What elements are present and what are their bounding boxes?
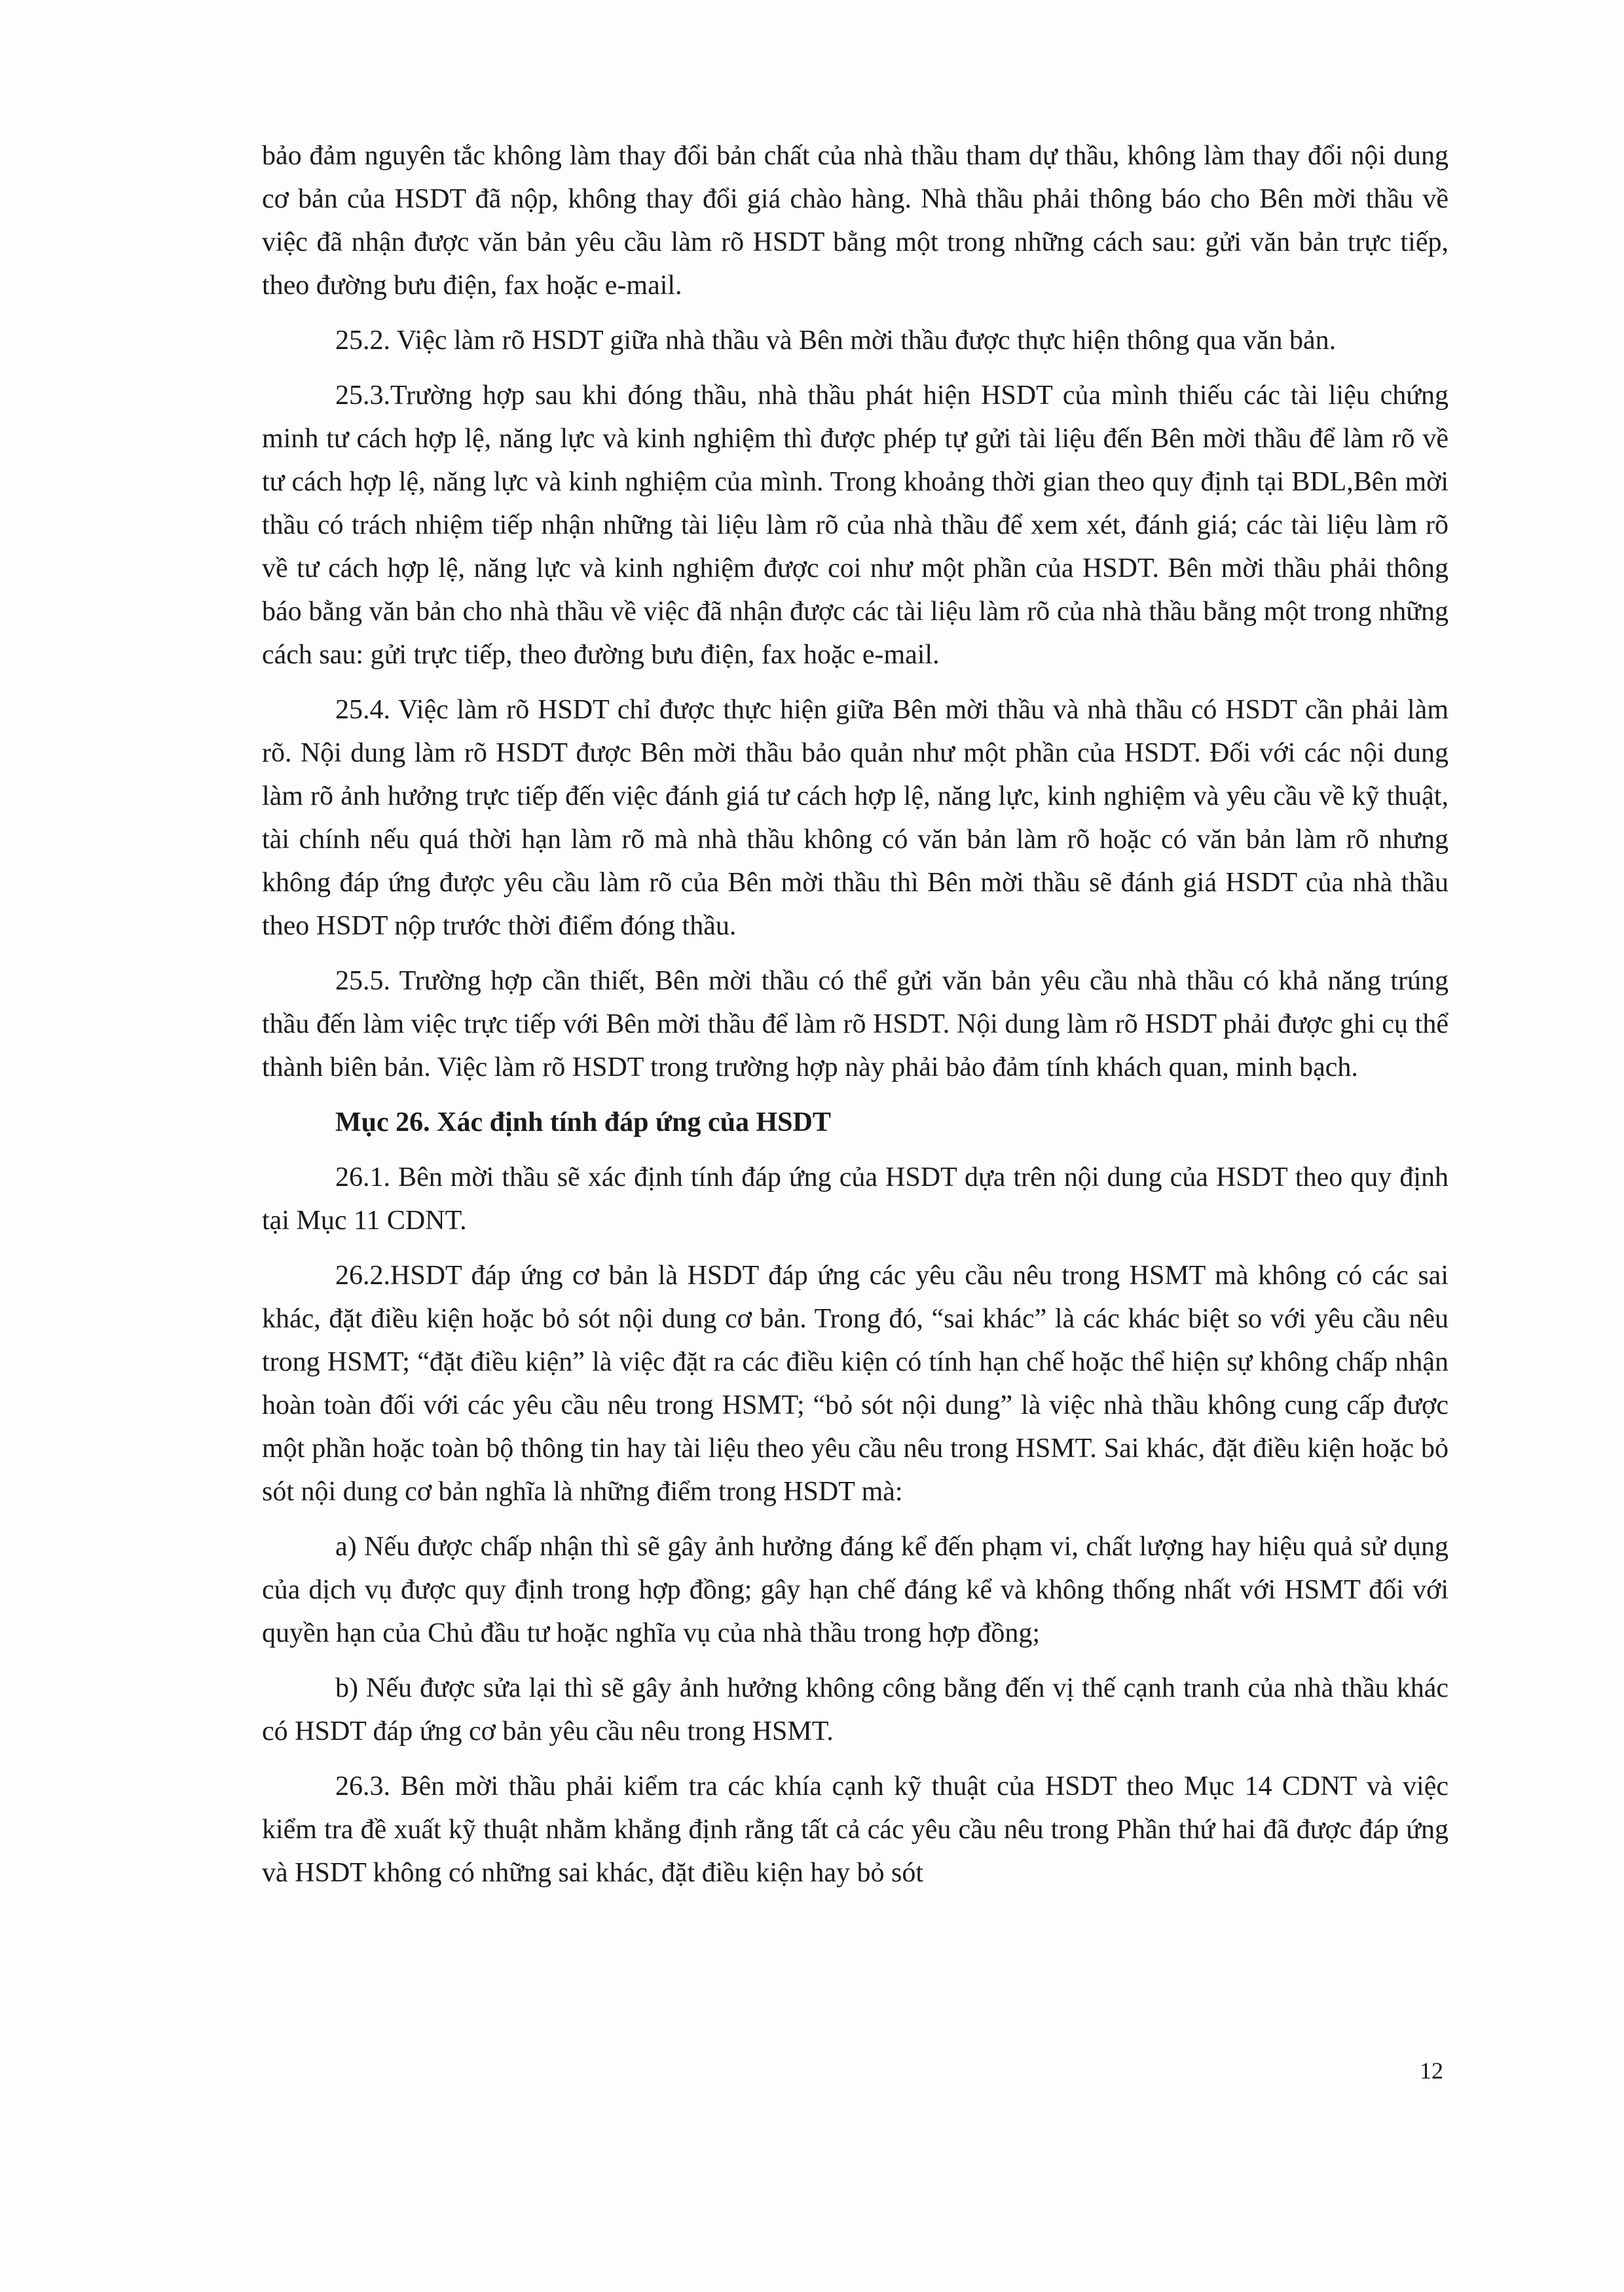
paragraph-25-4: 25.4. Việc làm rõ HSDT chỉ được thực hiện giữa Bên mời thầu và nhà thầu có HSDT cần phải làm rõ. Nội dung làm rõ HSDT được Bên mời thầu bảo quản như một phần của HSDT. Đối với các nội dung làm rõ ảnh hưởng trực tiếp đến việc đánh giá tư cách hợp lệ, năng lực, kinh nghiệm và yêu cầu về kỹ thuật, tài chính nếu quá thời hạn làm rõ mà nhà thầu không có văn bản làm rõ hoặc có văn bản làm rõ nhưng không đáp ứng được yêu cầu làm rõ của Bên mời thầu thì Bên mời thầu sẽ đánh giá HSDT của nhà thầu theo HSDT nộp trước thời điểm đóng thầu. xyxy=(262,695,1449,941)
page-body xyxy=(262,134,1449,1906)
page-number: 12 xyxy=(1420,2058,1443,2084)
paragraph-25-3: 25.3.Trường hợp sau khi đóng thầu, nhà thầu phát hiện HSDT của mình thiếu các tài liệu chứng minh tư cách hợp lệ, năng lực và kinh nghiệm thì được phép tự gửi tài liệu đến Bên mời thầu để làm rõ về tư cách hợp lệ, năng lực và kinh nghiệm của mình. Trong khoảng thời gian theo quy định tại BDL,Bên mời thầu có trách nhiệm tiếp nhận những tài liệu làm rõ của nhà thầu để xem xét, đánh giá; các tài liệu làm rõ về tư cách hợp lệ, năng lực và kinh nghiệm được coi như một phần của HSDT. Bên mời thầu phải thông báo bằng văn bản cho nhà thầu về việc đã nhận được các tài liệu làm rõ của nhà thầu bằng một trong những cách sau: gửi trực tiếp, theo đường bưu điện, fax hoặc e-mail. xyxy=(262,380,1449,670)
paragraph-item-a: a) Nếu được chấp nhận thì sẽ gây ảnh hưởng đáng kể đến phạm vi, chất lượng hay hiệu quả sử dụng của dịch vụ được quy định trong hợp đồng; gây hạn chế đáng kể và không thống nhất với HSMT đối với quyền hạn của Chủ đầu tư hoặc nghĩa vụ của nhà thầu trong hợp đồng; xyxy=(262,1532,1449,1648)
paragraph-item-b: b) Nếu được sửa lại thì sẽ gây ảnh hưởng không công bằng đến vị thế cạnh tranh của nhà thầu khác có HSDT đáp ứng cơ bản yêu cầu nêu trong HSMT. xyxy=(262,1673,1449,1747)
paragraph-26-1: 26.1. Bên mời thầu sẽ xác định tính đáp ứng của HSDT dựa trên nội dung của HSDT theo quy định tại Mục 11 CDNT. xyxy=(262,1162,1449,1236)
paragraph-26-2: 26.2.HSDT đáp ứng cơ bản là HSDT đáp ứng các yêu cầu nêu trong HSMT mà không có các sai khác, đặt điều kiện hoặc bỏ sót nội dung cơ bản. Trong đó, “sai khác” là các khác biệt so với yêu cầu nêu trong HSMT; “đặt điều kiện” là việc đặt ra các điều kiện có tính hạn chế hoặc thể hiện sự không chấp nhận hoàn toàn đối với các yêu cầu nêu trong HSMT; “bỏ sót nội dung” là việc nhà thầu không cung cấp được một phần hoặc toàn bộ thông tin hay tài liệu theo yêu cầu nêu trong HSMT. Sai khác, đặt điều kiện hoặc bỏ sót nội dung cơ bản nghĩa là những điểm trong HSDT mà: xyxy=(262,1261,1449,1507)
paragraph-26-3: 26.3. Bên mời thầu phải kiểm tra các khía cạnh kỹ thuật của HSDT theo Mục 14 CDNT và việc kiểm tra đề xuất kỹ thuật nhằm khẳng định rằng tất cả các yêu cầu nêu trong Phần thứ hai đã được đáp ứng và HSDT không có những sai khác, đặt điều kiện hay bỏ sót xyxy=(262,1771,1449,1888)
section-heading-26: Mục 26. Xác định tính đáp ứng của HSDT xyxy=(335,1107,831,1137)
paragraph-25-2: 25.2. Việc làm rõ HSDT giữa nhà thầu và Bên mời thầu được thực hiện thông qua văn bản. xyxy=(335,325,1337,356)
paragraph-25-5: 25.5. Trường hợp cần thiết, Bên mời thầu có thể gửi văn bản yêu cầu nhà thầu có khả năng trúng thầu đến làm việc trực tiếp với Bên mời thầu để làm rõ HSDT. Nội dung làm rõ HSDT phải được ghi cụ thể thành biên bản. Việc làm rõ HSDT trong trường hợp này phải bảo đảm tính khách quan, minh bạch. xyxy=(262,966,1449,1082)
paragraph-continuation: bảo đảm nguyên tắc không làm thay đổi bản chất của nhà thầu tham dự thầu, không làm thay đổi nội dung cơ bản của HSDT đã nộp, không thay đổi giá chào hàng. Nhà thầu phải thông báo cho Bên mời thầu về việc đã nhận được văn bản yêu cầu làm rõ HSDT bằng một trong những cách sau: gửi văn bản trực tiếp, theo đường bưu điện, fax hoặc e-mail. xyxy=(262,141,1449,301)
